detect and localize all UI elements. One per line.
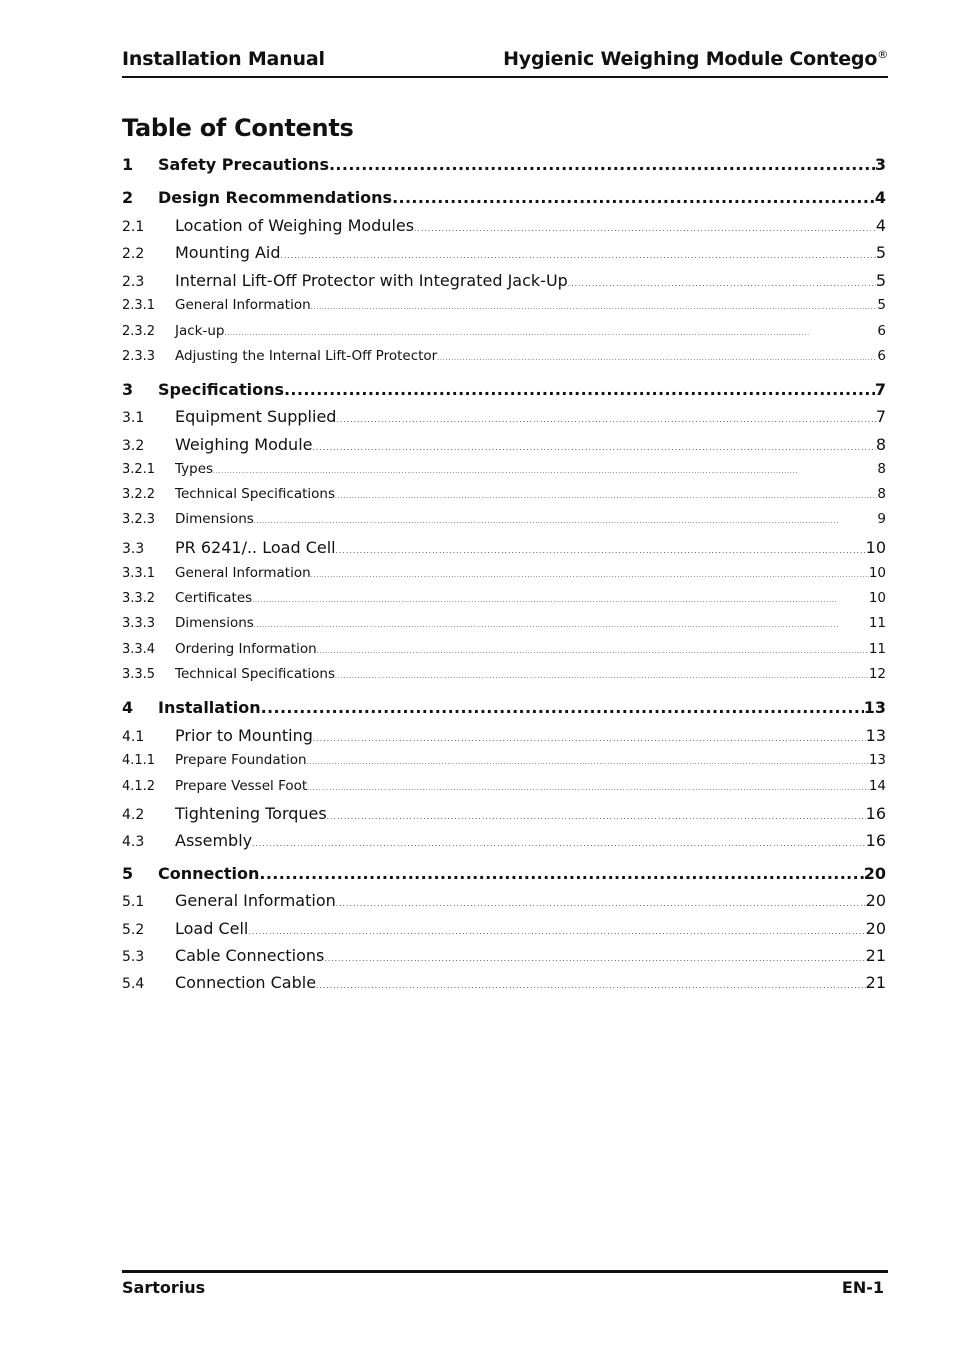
toc-entry-number: 2.1 [122,219,145,235]
toc-entry-number: 1 [122,155,134,174]
toc-entry-title: Adjusting the Internal Lift-Off Protector [175,348,438,364]
dot-leader [312,444,875,452]
toc-entry-number: 3.2.1 [122,462,156,477]
toc-entry-number: 3 [122,380,134,399]
dot-leader [281,252,876,260]
toc-entry[interactable] [122,973,886,995]
manual-type: Installation Manual [122,48,325,70]
registered-mark: ® [877,48,888,61]
dot-leader [307,759,869,766]
toc-entry[interactable] [122,590,886,610]
toc-entry[interactable] [122,919,886,941]
dot-leader [329,155,875,174]
toc-entry-page: 10 [868,565,886,581]
dot-leader [327,813,866,821]
toc-entry-title: Load Cell [175,919,249,938]
toc-entry-page: 5 [875,271,886,290]
toc-entry-title: Technical Specifications [175,486,335,502]
toc-entry-page: 21 [865,946,886,965]
toc-entry-number: 5 [122,864,134,883]
dot-leader [254,518,878,525]
toc-entry-number: 3.2.2 [122,487,156,502]
toc-entry-number: 5.3 [122,949,145,965]
toc-entry[interactable] [122,615,886,635]
toc-entry-page: 9 [877,511,886,527]
toc-entry-number: 2.3.1 [122,298,156,313]
toc-entry-page: 14 [868,778,886,794]
toc-entry[interactable] [122,666,886,686]
toc-entry-title: Safety Precautions [158,155,329,174]
toc-entry-title: Installation [158,698,261,717]
toc-entry-page: 20 [865,891,886,910]
dot-leader [259,864,863,883]
toc-entry-page: 16 [865,831,886,850]
toc-entry-page: 21 [865,973,886,992]
toc-entry-number: 4.1 [122,729,145,745]
toc-entry[interactable] [122,380,886,402]
toc-entry-number: 3.3.4 [122,642,156,657]
dot-leader [252,597,869,604]
toc-entry-title: Specifications [158,380,284,399]
toc-entry[interactable] [122,538,886,560]
dot-leader [335,673,869,680]
toc-entry[interactable] [122,407,886,429]
product-name [503,48,888,70]
toc-entry-title: Prior to Mounting [175,726,313,745]
dot-leader [336,547,866,555]
toc-entry[interactable] [122,726,886,748]
toc-entry-page: 4 [875,216,886,235]
dot-leader [311,304,878,311]
dot-leader [316,982,866,990]
toc-entry-page: 11 [868,615,886,631]
toc-entry-title: Design Recommendations [158,188,393,207]
dot-leader [392,188,875,207]
toc-entry-number: 4.3 [122,834,145,850]
toc-entry-page: 7 [875,407,886,426]
toc-entry-title: Mounting Aid [175,243,281,262]
toc-entry-title: Prepare Foundation [175,752,307,768]
toc-entry-number: 2.3.3 [122,349,156,364]
toc-entry-page: 10 [868,590,886,606]
toc-entry-title: Internal Lift-Off Protector with Integrated Jack-Up [175,271,568,290]
toc-entry[interactable] [122,348,886,368]
toc-entry-page: 13 [865,726,886,745]
toc-entry-title: Technical Specifications [175,666,335,682]
toc-entry-page: 5 [877,297,886,313]
dot-leader [307,785,869,792]
dot-leader [252,840,866,848]
toc-entry-title: Ordering Information [175,641,317,657]
dot-leader [311,572,869,579]
toc-entry-title: Jack-up [175,323,225,339]
toc-entry[interactable] [122,804,886,826]
dot-leader [437,355,877,362]
toc-entry-number: 2.3 [122,274,145,290]
toc-entry-title: General Information [175,565,311,581]
dot-leader [261,698,864,717]
toc-entry-page: 20 [865,919,886,938]
toc-entry-number: 3.3.1 [122,566,156,581]
toc-entry-number: 4 [122,698,134,717]
dot-leader [313,735,866,743]
toc-entry-number: 3.2 [122,438,145,454]
toc-entry-title: General Information [175,891,336,910]
toc-entry-number: 3.3.5 [122,667,156,682]
toc-entry-title: Types [175,461,214,477]
toc-entry[interactable] [122,461,886,481]
toc-entry-page: 8 [877,461,886,477]
toc-entry-number: 4.1.1 [122,753,156,768]
toc-entry-title: Connection [158,864,260,883]
toc-entry[interactable] [122,297,886,317]
toc-entry-title: Dimensions [175,511,254,527]
page-footer [122,1270,888,1300]
toc-entry-page: 8 [877,486,886,502]
toc-entry-number: 3.3.3 [122,616,156,631]
toc-entry-title: Prepare Vessel Foot [175,778,308,794]
toc-entry-number: 2.2 [122,246,145,262]
toc-entry-page: 7 [874,380,886,399]
toc-heading: Table of Contents [122,114,354,142]
toc-entry-page: 8 [875,435,886,454]
dot-leader [568,280,876,288]
dot-leader [335,493,877,500]
toc-entry[interactable] [122,511,886,531]
toc-entry[interactable] [122,188,886,210]
toc-entry-title: Weighing Module [175,435,313,454]
toc-entry-title: Location of Weighing Modules [175,216,415,235]
dot-leader [317,648,869,655]
dot-leader [225,330,878,337]
dot-leader [213,468,877,475]
toc-entry-title: Dimensions [175,615,254,631]
toc-entry-title: General Information [175,297,311,313]
toc-entry-title: Cable Connections [175,946,325,965]
toc-entry[interactable] [122,891,886,913]
toc-entry-number: 3.1 [122,410,145,426]
toc-entry[interactable] [122,271,886,293]
toc-entry-number: 5.4 [122,976,145,992]
toc-entry-number: 2 [122,188,134,207]
toc-entry-page: 10 [865,538,886,557]
toc-entry[interactable] [122,831,886,853]
toc-entry[interactable] [122,864,886,886]
toc-entry-number: 3.2.3 [122,512,156,527]
toc-entry-page: 12 [868,666,886,682]
toc-entry[interactable] [122,778,886,798]
toc-entry-number: 4.1.2 [122,779,156,794]
dot-leader [284,380,875,399]
toc-entry[interactable] [122,435,886,457]
toc-entry-number: 3.3.2 [122,591,156,606]
dot-leader [254,622,869,629]
toc-entry-number: 2.3.2 [122,324,156,339]
toc-entry-number: 5.1 [122,894,145,910]
toc-entry-page: 20 [863,864,886,883]
toc-entry-page: 6 [877,348,886,364]
toc-entry-page: 13 [863,698,886,717]
toc-entry-title: Connection Cable [175,973,317,992]
toc-entry-page: 4 [874,188,886,207]
toc-entry-title: Certificates [175,590,253,606]
toc-entry[interactable] [122,946,886,968]
toc-entry-page: 16 [865,804,886,823]
toc-entry-title: Assembly [175,831,253,850]
toc-entry[interactable] [122,243,886,265]
toc-entry-page: 11 [868,641,886,657]
toc-entry[interactable] [122,641,886,661]
toc-entry-title: Equipment Supplied [175,407,337,426]
page-number: EN-1 [841,1278,884,1297]
toc-entry-number: 4.2 [122,807,145,823]
dot-leader [414,225,876,233]
toc-entry-page: 3 [874,155,886,174]
toc-entry[interactable] [122,216,886,238]
toc-entry[interactable] [122,752,886,772]
toc-entry[interactable] [122,155,886,177]
company-name: Sartorius [122,1278,206,1297]
toc-entry-page: 5 [875,243,886,262]
toc-entry-number: 5.2 [122,922,145,938]
toc-entry[interactable] [122,698,886,720]
dot-leader [336,416,875,424]
toc-entry[interactable] [122,486,886,506]
toc-entry-title: Tightening Torques [175,804,327,823]
dot-leader [248,928,865,936]
page-header [122,46,888,78]
toc-entry-page: 13 [868,752,886,768]
toc-entry[interactable] [122,565,886,585]
toc-entry[interactable] [122,323,886,343]
product-name-text: Hygienic Weighing Module Contego [503,48,878,70]
toc-entry-number: 3.3 [122,541,145,557]
toc-entry-title: PR 6241/.. Load Cell [175,538,336,557]
dot-leader [324,955,865,963]
dot-leader [336,900,866,908]
toc-entry-page: 6 [877,323,886,339]
